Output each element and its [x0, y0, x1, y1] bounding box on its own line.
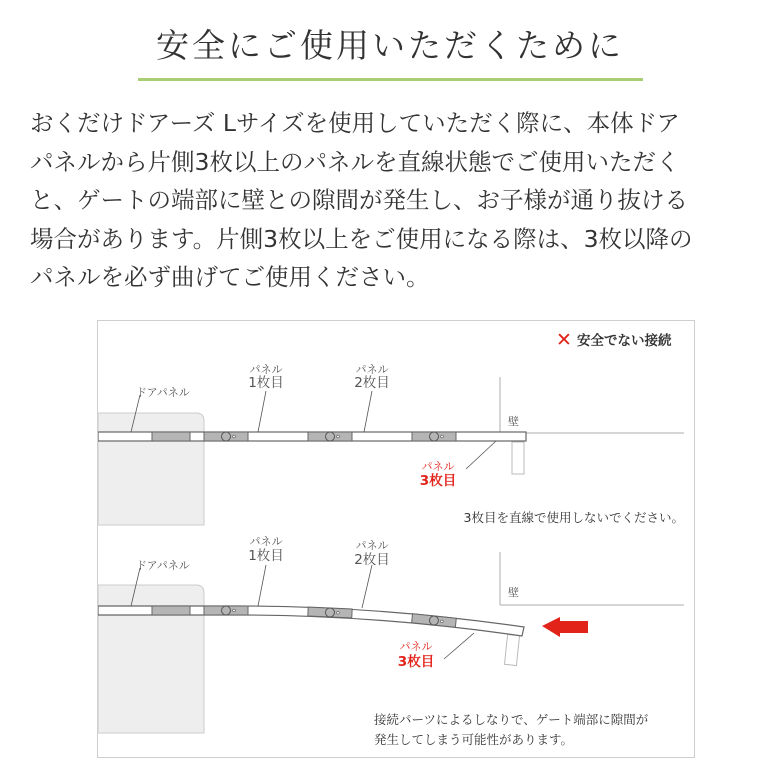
panel-1-number: 1枚目	[248, 548, 284, 564]
panel-2-number: 2枚目	[354, 375, 390, 391]
bent-caption-line-1: 接続パーツによるしなりで、ゲート端部に隙間が	[374, 712, 649, 727]
panel-3-number: 3枚目	[419, 473, 457, 489]
leader-line	[258, 391, 266, 432]
door-connector	[152, 432, 190, 441]
connector-3	[412, 614, 457, 628]
connector-1	[204, 606, 248, 615]
bent-gate-figure	[98, 535, 684, 747]
connection-diagram	[97, 320, 695, 758]
explanation-line: と、ゲートの端部に壁との隙間が発生し、お子様が通り抜ける	[30, 186, 688, 214]
explanation-line: パネルから片側3枚以上のパネルを直線状態でご使用いただく	[30, 147, 680, 176]
wall-label: 壁	[508, 415, 519, 428]
connector-1	[204, 432, 248, 441]
panel-3-label: パネル	[421, 460, 455, 473]
bent-caption-line-2: 発生してしまう可能性があります。	[374, 732, 574, 747]
explanation-line: おくだけドアーズ Lサイズを使用していただく際に、本体ドア	[30, 109, 680, 137]
door-panel-label: ドアパネル	[136, 559, 190, 572]
end-foot	[504, 634, 519, 665]
explanation-text	[30, 104, 760, 297]
red-arrow-left-icon	[542, 617, 588, 637]
cross-icon: ✕	[556, 329, 572, 351]
explanation-line: 場合があります。片側3枚以上をご使用になる際は、3枚以降の	[30, 224, 693, 253]
connector-3	[412, 432, 456, 441]
leader-line	[466, 441, 496, 469]
straight-gate-figure	[98, 363, 684, 525]
end-foot	[512, 442, 524, 474]
door-panel-label: ドアパネル	[136, 386, 190, 399]
panel-2-number: 2枚目	[354, 552, 390, 568]
leader-line	[364, 391, 372, 432]
wall-label: 壁	[508, 586, 519, 599]
diagram-svg	[98, 321, 696, 759]
page-title: 安全にご使用いただくために	[156, 26, 624, 65]
unsafe-connection-label: 安全でない接続	[577, 333, 672, 349]
panel-2-label: パネル	[355, 363, 389, 376]
panel-1-number: 1枚目	[248, 375, 284, 391]
straight-caption: 3枚目を直線で使用しないでください。	[463, 510, 684, 525]
leader-line	[258, 565, 266, 606]
panel-1-label: パネル	[249, 535, 283, 548]
door-connector	[152, 606, 190, 615]
title-underline	[138, 78, 643, 81]
connector-2	[308, 432, 352, 441]
panel-3-number: 3枚目	[397, 654, 435, 670]
door-panel-base	[98, 413, 204, 525]
leader-line	[444, 633, 474, 659]
leader-line	[362, 565, 372, 608]
panel-1-label: パネル	[249, 363, 283, 376]
panel-3-label: パネル	[399, 640, 433, 653]
explanation-line: パネルを必ず曲げてご使用ください。	[30, 263, 430, 291]
panel-2-label: パネル	[355, 539, 389, 552]
connector-2	[308, 607, 352, 618]
